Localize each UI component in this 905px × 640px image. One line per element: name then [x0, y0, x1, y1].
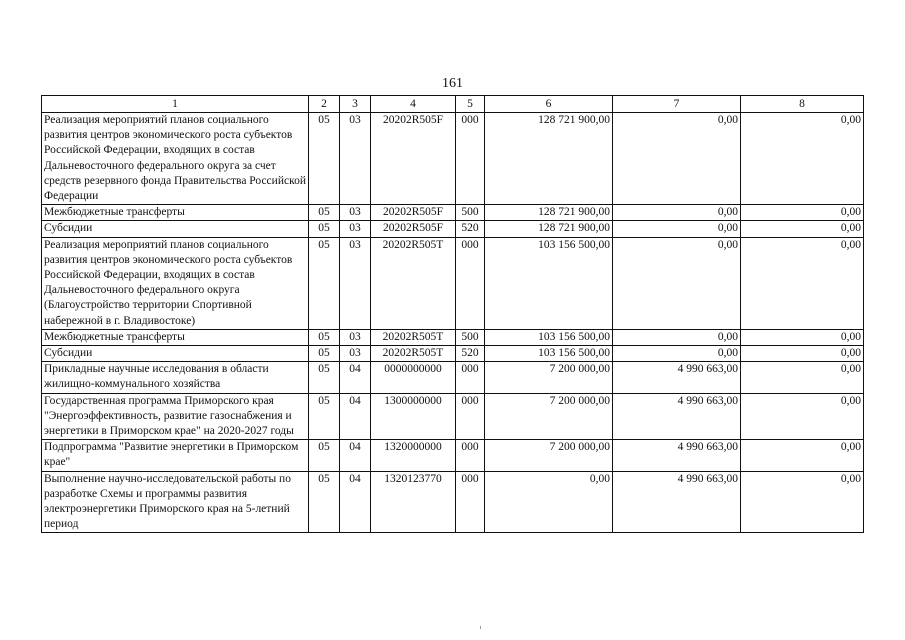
row-amount-6: 128 721 900,00 [485, 113, 613, 205]
row-amount-7: 0,00 [613, 205, 741, 221]
row-expense-type: 000 [456, 113, 485, 205]
row-expense-type: 500 [456, 329, 485, 345]
row-expense-type: 520 [456, 346, 485, 362]
row-name: Межбюджетные трансферты [42, 329, 309, 345]
row-subsection: 03 [340, 113, 371, 205]
row-section: 05 [309, 393, 340, 440]
row-subsection: 03 [340, 346, 371, 362]
row-name: Государственная программа Приморского края "Энергоэффективность, развитие газоснабжения и энергетики в Приморском крае" на 2020-2027 годы [42, 393, 309, 440]
row-subsection: 03 [340, 329, 371, 345]
row-amount-8: 0,00 [741, 362, 864, 393]
row-target-code: 20202R505T [371, 237, 456, 329]
row-expense-type: 000 [456, 440, 485, 471]
row-expense-type: 000 [456, 237, 485, 329]
header-col-8: 8 [741, 96, 864, 113]
row-amount-6: 7 200 000,00 [485, 440, 613, 471]
row-subsection: 03 [340, 237, 371, 329]
row-section: 05 [309, 362, 340, 393]
row-subsection: 03 [340, 205, 371, 221]
table-row [42, 440, 864, 471]
row-amount-8: 0,00 [741, 205, 864, 221]
row-amount-8: 0,00 [741, 440, 864, 471]
row-section: 05 [309, 113, 340, 205]
row-target-code: 1300000000 [371, 393, 456, 440]
row-name: Субсидии [42, 221, 309, 237]
row-amount-7: 4 990 663,00 [613, 471, 741, 533]
row-amount-7: 4 990 663,00 [613, 393, 741, 440]
row-target-code: 0000000000 [371, 362, 456, 393]
table-row [42, 346, 864, 362]
header-col-7: 7 [613, 96, 741, 113]
row-subsection: 04 [340, 393, 371, 440]
row-amount-7: 0,00 [613, 221, 741, 237]
row-target-code: 1320000000 [371, 440, 456, 471]
row-section: 05 [309, 205, 340, 221]
table-row [42, 205, 864, 221]
row-amount-7: 0,00 [613, 113, 741, 205]
header-col-5: 5 [456, 96, 485, 113]
row-amount-7: 4 990 663,00 [613, 362, 741, 393]
row-name: Прикладные научные исследования в области жилищно-коммунального хозяйства [42, 362, 309, 393]
row-amount-6: 7 200 000,00 [485, 393, 613, 440]
table-row [42, 362, 864, 393]
row-section: 05 [309, 471, 340, 533]
header-col-3: 3 [340, 96, 371, 113]
row-amount-8: 0,00 [741, 221, 864, 237]
page-number: 161 [442, 76, 463, 91]
row-name: Реализация мероприятий планов социального развития центров экономического роста субъектов Российской Федерации, входящих в состав Дальневосточного федерального округа (Благоустройство территории Спортивной набережной в г. Владивостоке) [42, 237, 309, 329]
row-name: Реализация мероприятий планов социального развития центров экономического роста субъектов Российской Федерации, входящих в состав Дальневосточного федерального округа за счет средств резервного фонда Правительства Российской Федерации [42, 113, 309, 205]
row-amount-7: 4 990 663,00 [613, 440, 741, 471]
table-header-row [42, 96, 864, 113]
row-amount-7: 0,00 [613, 329, 741, 345]
row-amount-8: 0,00 [741, 329, 864, 345]
row-amount-7: 0,00 [613, 237, 741, 329]
row-name: Субсидии [42, 346, 309, 362]
row-subsection: 04 [340, 471, 371, 533]
row-amount-8: 0,00 [741, 393, 864, 440]
budget-table [41, 95, 864, 533]
row-name: Межбюджетные трансферты [42, 205, 309, 221]
table-row [42, 237, 864, 329]
row-name: Подпрограмма "Развитие энергетики в Приморском крае" [42, 440, 309, 471]
row-amount-6: 103 156 500,00 [485, 346, 613, 362]
row-target-code: 1320123770 [371, 471, 456, 533]
row-amount-8: 0,00 [741, 113, 864, 205]
row-expense-type: 520 [456, 221, 485, 237]
row-amount-7: 0,00 [613, 346, 741, 362]
row-amount-6: 7 200 000,00 [485, 362, 613, 393]
header-col-4: 4 [371, 96, 456, 113]
row-amount-6: 0,00 [485, 471, 613, 533]
header-col-2: 2 [309, 96, 340, 113]
row-amount-6: 103 156 500,00 [485, 329, 613, 345]
table-row [42, 393, 864, 440]
row-section: 05 [309, 440, 340, 471]
row-subsection: 04 [340, 440, 371, 471]
row-target-code: 20202R505F [371, 221, 456, 237]
table-row [42, 113, 864, 205]
row-subsection: 04 [340, 362, 371, 393]
row-expense-type: 500 [456, 205, 485, 221]
row-amount-6: 128 721 900,00 [485, 221, 613, 237]
row-amount-6: 103 156 500,00 [485, 237, 613, 329]
row-section: 05 [309, 237, 340, 329]
row-subsection: 03 [340, 221, 371, 237]
row-target-code: 20202R505T [371, 329, 456, 345]
row-amount-8: 0,00 [741, 237, 864, 329]
table-row [42, 221, 864, 237]
row-section: 05 [309, 329, 340, 345]
row-amount-8: 0,00 [741, 346, 864, 362]
table-row [42, 329, 864, 345]
row-name: Выполнение научно-исследовательской работы по разработке Схемы и программы развития электроэнергетики Приморского края на 5-летний период [42, 471, 309, 533]
scan-mark [480, 626, 481, 629]
header-col-6: 6 [485, 96, 613, 113]
row-section: 05 [309, 221, 340, 237]
row-expense-type: 000 [456, 471, 485, 533]
row-target-code: 20202R505F [371, 205, 456, 221]
row-target-code: 20202R505T [371, 346, 456, 362]
row-target-code: 20202R505F [371, 113, 456, 205]
row-expense-type: 000 [456, 362, 485, 393]
row-amount-6: 128 721 900,00 [485, 205, 613, 221]
row-expense-type: 000 [456, 393, 485, 440]
row-amount-8: 0,00 [741, 471, 864, 533]
table-row [42, 471, 864, 533]
header-col-1: 1 [42, 96, 309, 113]
row-section: 05 [309, 346, 340, 362]
